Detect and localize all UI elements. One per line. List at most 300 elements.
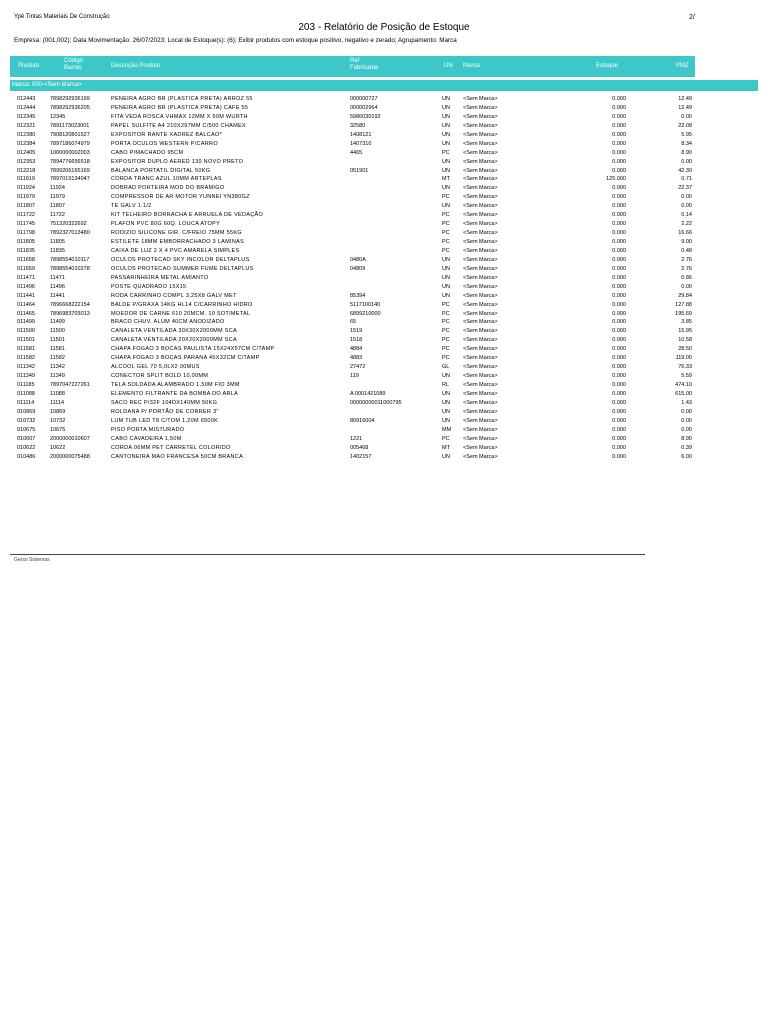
- cell-codigo: 11441: [50, 292, 65, 299]
- cell-estoque: 0.000: [612, 96, 626, 102]
- table-row: [0, 426, 768, 435]
- cell-un: UN: [442, 140, 450, 147]
- cell-descricao: CANALETA VENTILADA 20X20X2000MM SCA: [111, 337, 237, 344]
- cell-pmz: 0.00: [681, 158, 692, 165]
- cell-pmz: 0.00: [681, 194, 692, 201]
- cell-produto: 011499: [17, 319, 35, 326]
- cell-produto: 011835: [17, 247, 35, 254]
- cell-pmz: 2.76: [681, 256, 692, 263]
- cell-produto: 011441: [17, 292, 35, 299]
- col-codigo-l1: Código: [64, 58, 84, 64]
- cell-pmz: 15.95: [678, 328, 692, 335]
- cell-produto: 011464: [17, 301, 35, 308]
- cell-marca: <Sem Marca>: [463, 417, 498, 424]
- col-descricao: Descrição Produto: [111, 63, 161, 69]
- cell-codigo: 11835: [50, 247, 65, 254]
- cell-un: UN: [442, 203, 450, 210]
- cell-marca: <Sem Marca>: [463, 247, 498, 254]
- cell-descricao: MOEDOR DE CARNE 610 20MCM. 10 SOTIMETAL: [111, 310, 251, 317]
- cell-marca: <Sem Marca>: [463, 346, 498, 353]
- cell-ref: 1408121: [350, 131, 372, 138]
- cell-estoque: 0.000: [612, 256, 626, 263]
- cell-un: PC: [442, 212, 450, 219]
- table-row: [0, 336, 768, 345]
- cell-produto: 012218: [17, 167, 36, 174]
- table-row: [0, 220, 768, 229]
- cell-codigo: 7892327013480: [50, 230, 90, 237]
- cell-descricao: FITA VEDA ROSCA VHMAX 12MM X 50M WURTH: [111, 113, 248, 120]
- cell-produto: 011342: [17, 364, 35, 371]
- cell-un: UN: [442, 131, 450, 138]
- table-row: [0, 444, 768, 453]
- table-row: [0, 318, 768, 327]
- cell-un: MT: [442, 176, 450, 183]
- cell-codigo: 10732: [50, 417, 66, 424]
- cell-marca: <Sem Marca>: [463, 399, 498, 406]
- cell-estoque: 0.000: [612, 194, 626, 201]
- table-row: [0, 417, 768, 426]
- cell-ref: 1519: [350, 328, 363, 335]
- cell-descricao: CHAPA FOGAO 3 BOCAS PARANA 45X32CM C/TAMP: [111, 355, 260, 362]
- cell-un: UN: [442, 292, 450, 299]
- cell-pmz: 127.88: [675, 301, 692, 308]
- cell-marca: <Sem Marca>: [463, 426, 498, 433]
- cell-descricao: BALDE P/GRAXA 14KG HL14 C/CARRINHO HIDRO: [111, 301, 253, 308]
- table-row: [0, 327, 768, 336]
- col-produto: Produto: [18, 63, 40, 69]
- cell-descricao: PISO PORTA MISTURADO: [111, 426, 185, 433]
- footer-text: Gerso Sistemas: [14, 557, 50, 563]
- table-row: [0, 301, 768, 310]
- cell-un: PC: [442, 346, 450, 353]
- table-row: [0, 113, 768, 122]
- cell-estoque: 0.000: [612, 310, 626, 317]
- cell-pmz: 195.69: [675, 310, 692, 317]
- cell-marca: <Sem Marca>: [463, 167, 498, 174]
- table-header: [10, 56, 695, 77]
- cell-codigo: 12345: [50, 113, 66, 120]
- cell-un: UN: [442, 274, 450, 281]
- table-row: [0, 256, 768, 265]
- cell-estoque: 0.000: [612, 346, 626, 353]
- cell-produto: 012443: [17, 96, 36, 102]
- cell-produto: 010732: [17, 417, 36, 424]
- cell-descricao: ROLDANA P/ PORTÃO DE CORRER 3": [111, 408, 219, 415]
- cell-ref: 5986030192: [350, 113, 381, 120]
- cell-marca: <Sem Marca>: [463, 265, 498, 272]
- cell-codigo: 11979: [50, 194, 65, 201]
- cell-un: UN: [442, 265, 450, 272]
- cell-ref: 005468: [350, 444, 369, 451]
- cell-un: UN: [442, 373, 450, 380]
- cell-ref: 4465: [350, 149, 363, 156]
- cell-ref: 1221: [350, 435, 363, 442]
- cell-un: UN: [442, 283, 450, 290]
- cell-marca: <Sem Marca>: [463, 390, 498, 397]
- cell-codigo: 7899206165169: [50, 167, 90, 174]
- cell-marca: <Sem Marca>: [463, 221, 498, 228]
- cell-estoque: 0.000: [612, 230, 626, 237]
- cell-marca: <Sem Marca>: [463, 158, 498, 165]
- cell-ref: 4883: [350, 355, 363, 362]
- cell-ref: 119: [350, 373, 359, 380]
- cell-un: PC: [442, 194, 450, 201]
- cell-descricao: TELA SOLDADA ALAMBRADO 1,50M FIO 3MM: [111, 382, 240, 388]
- cell-ref: 85394: [350, 292, 366, 299]
- cell-pmz: 474.10: [675, 382, 692, 388]
- cell-produto: 012345: [17, 113, 36, 120]
- cell-pmz: 10.58: [678, 337, 692, 344]
- table-row: [0, 238, 768, 247]
- cell-un: PC: [442, 355, 450, 362]
- table-row: [0, 104, 768, 113]
- table-row: [0, 310, 768, 319]
- cell-pmz: 0.00: [681, 417, 692, 424]
- cell-descricao: POSTE QUADRADO 15X15: [111, 283, 187, 290]
- cell-un: UN: [442, 167, 450, 174]
- cell-produto: 010622: [17, 444, 36, 451]
- cell-un: UN: [442, 113, 450, 120]
- table-row: [0, 202, 768, 211]
- cell-marca: <Sem Marca>: [463, 104, 498, 111]
- cell-pmz: 28.50: [678, 346, 692, 353]
- cell-estoque: 0.000: [612, 274, 626, 281]
- cell-marca: <Sem Marca>: [463, 435, 498, 442]
- cell-produto: 011185: [17, 382, 35, 388]
- cell-estoque: 0.000: [612, 453, 626, 460]
- cell-marca: <Sem Marca>: [463, 212, 498, 219]
- table-row: [0, 95, 768, 104]
- cell-marca: <Sem Marca>: [463, 203, 498, 210]
- cell-descricao: OCULOS PROTECAO SKY INCOLOR DELTAPLUS: [111, 256, 250, 263]
- cell-marca: <Sem Marca>: [463, 301, 498, 308]
- cell-codigo: 11349: [50, 373, 65, 380]
- cell-un: UN: [442, 408, 450, 415]
- cell-marca: <Sem Marca>: [463, 122, 498, 129]
- cell-descricao: CABO P/MACHADO 95CM: [111, 149, 184, 156]
- cell-descricao: PAPEL SULFITE A4 210X297MM C/500 CHAMEX: [111, 122, 246, 129]
- col-codigo-l2: Barras: [64, 65, 82, 71]
- cell-produto: 011807: [17, 203, 35, 210]
- table-row: [0, 175, 768, 184]
- company-name: Ypê Tintas Materiais De Construção: [14, 14, 110, 20]
- cell-estoque: 0.000: [612, 167, 626, 174]
- cell-produto: 012444: [17, 104, 36, 111]
- cell-pmz: 0.48: [681, 247, 692, 254]
- cell-ref: 6899210000: [350, 310, 381, 317]
- cell-produto: 011919: [17, 176, 35, 183]
- cell-produto: 011745: [17, 221, 35, 228]
- cell-marca: <Sem Marca>: [463, 283, 498, 290]
- cell-pmz: 12.49: [678, 104, 692, 111]
- table-row: [0, 408, 768, 417]
- cell-descricao: COMPRESSOR DE AR MOTOR YUNNEI YN380GZ: [111, 194, 250, 201]
- cell-ref: 27472: [350, 364, 366, 371]
- cell-estoque: 0.000: [612, 292, 626, 299]
- cell-marca: <Sem Marca>: [463, 176, 498, 183]
- cell-estoque: 0.000: [612, 319, 626, 326]
- cell-descricao: EXPOSITOR RANTE XADREZ BALCAO*: [111, 131, 222, 138]
- cell-marca: <Sem Marca>: [463, 185, 498, 192]
- cell-pmz: 0.86: [681, 274, 692, 281]
- cell-produto: 011471: [17, 274, 35, 281]
- cell-un: UN: [442, 185, 450, 192]
- table-row: [0, 292, 768, 301]
- table-row: [0, 247, 768, 256]
- cell-estoque: 0.000: [612, 355, 626, 362]
- cell-un: PC: [442, 310, 450, 317]
- cell-marca: <Sem Marca>: [463, 355, 498, 362]
- cell-descricao: CORDA TRANC AZUL 10MM ARTEPLAS: [111, 176, 222, 183]
- cell-pmz: 22.08: [678, 122, 692, 129]
- cell-produto: 012380: [17, 131, 36, 138]
- cell-estoque: 0.000: [612, 399, 626, 406]
- table-row: [0, 184, 768, 193]
- cell-estoque: 0.000: [612, 301, 626, 308]
- cell-marca: <Sem Marca>: [463, 274, 498, 281]
- cell-produto: 012321: [17, 122, 36, 129]
- cell-descricao: OCULOS PROTECAO SUMMER FUME DELTAPLUS: [111, 265, 254, 272]
- cell-pmz: 0.14: [681, 212, 692, 219]
- cell-codigo: 11807: [50, 203, 65, 210]
- cell-produto: 011979: [17, 194, 35, 201]
- cell-codigo: 7898292936199: [50, 96, 90, 102]
- cell-un: PC: [442, 301, 450, 308]
- cell-pmz: 0.00: [681, 426, 692, 433]
- cell-marca: <Sem Marca>: [463, 149, 498, 156]
- table-row: [0, 274, 768, 283]
- col-pmz: PMZ: [676, 63, 689, 69]
- cell-codigo: 11501: [50, 337, 65, 344]
- cell-codigo: 11088: [50, 390, 65, 397]
- cell-estoque: 0.000: [612, 373, 626, 380]
- table-row: [0, 122, 768, 131]
- cell-ref: 04809: [350, 265, 366, 272]
- cell-estoque: 0.000: [612, 444, 626, 451]
- cell-codigo: 11500: [50, 328, 65, 335]
- cell-produto: 011501: [17, 337, 35, 344]
- table-row: [0, 435, 768, 444]
- cell-descricao: KIT TELHEIRO BORRACHA E ARRUELA DE VEDAÇÃO: [111, 212, 264, 219]
- cell-estoque: 0.000: [612, 203, 626, 210]
- cell-codigo: 7908120801527: [50, 131, 90, 138]
- cell-marca: <Sem Marca>: [463, 131, 498, 138]
- cell-marca: <Sem Marca>: [463, 382, 498, 388]
- cell-codigo: 11342: [50, 364, 65, 371]
- cell-descricao: PLAFON PVC 80G 60Q. LOUCA ATOPY: [111, 221, 221, 228]
- cell-un: UN: [442, 104, 450, 111]
- cell-produto: 011581: [17, 346, 35, 353]
- table-row: [0, 229, 768, 238]
- cell-estoque: 0.000: [612, 113, 626, 120]
- cell-produto: 011114: [17, 399, 35, 406]
- cell-estoque: 0.000: [612, 239, 626, 245]
- table-row: [0, 167, 768, 176]
- cell-estoque: 0.000: [612, 158, 626, 165]
- cell-marca: <Sem Marca>: [463, 310, 498, 317]
- table-row: [0, 372, 768, 381]
- cell-un: MM: [442, 426, 452, 433]
- cell-estoque: 0.000: [612, 185, 626, 192]
- col-marca: Marca: [463, 63, 480, 69]
- cell-produto: 011500: [17, 328, 35, 335]
- cell-un: PC: [442, 221, 450, 228]
- cell-pmz: 0.00: [681, 113, 692, 120]
- col-estoque: Estoque: [596, 63, 619, 69]
- cell-un: UN: [442, 96, 450, 102]
- cell-codigo: 2000000010607: [50, 435, 90, 442]
- cell-marca: <Sem Marca>: [463, 256, 498, 263]
- cell-descricao: PORTA OCULOS WESTERN P/CARRO: [111, 140, 218, 147]
- cell-pmz: 9.00: [681, 239, 692, 245]
- cell-pmz: 1.43: [681, 399, 692, 406]
- cell-pmz: 42.30: [678, 167, 692, 174]
- cell-ref: 000002964: [350, 104, 378, 111]
- cell-descricao: ESTILETE 18MM EMBORRACHADO 3 LAMINAS: [111, 239, 245, 245]
- cell-un: UN: [442, 158, 450, 165]
- cell-pmz: 8.90: [681, 435, 692, 442]
- cell-produto: 011659: [17, 265, 35, 272]
- cell-pmz: 0.00: [681, 203, 692, 210]
- cell-estoque: 0.000: [612, 122, 626, 129]
- cell-ref: A 0001421089: [350, 390, 386, 397]
- table-row: [0, 265, 768, 274]
- cell-descricao: SACO REC P/32F 104DX140MM 50KG: [111, 399, 218, 406]
- cell-marca: <Sem Marca>: [463, 292, 498, 299]
- cell-produto: 012353: [17, 158, 36, 165]
- cell-codigo: 11805: [50, 239, 65, 245]
- cell-codigo: 7896983703013: [50, 310, 90, 317]
- cell-marca: <Sem Marca>: [463, 364, 498, 371]
- cell-descricao: EXPOSITOR DUPLO AERED 130 NOVO PRETO: [111, 158, 244, 165]
- cell-pmz: 2.22: [681, 221, 692, 228]
- cell-marca: <Sem Marca>: [463, 96, 498, 102]
- cell-un: PC: [442, 239, 450, 245]
- cell-codigo: 7898292936205: [50, 104, 90, 111]
- cell-marca: <Sem Marca>: [463, 113, 498, 120]
- cell-descricao: CONECTOR SPLIT BOLD 10,00MM: [111, 373, 209, 380]
- cell-un: UN: [442, 399, 450, 406]
- table-row: [0, 149, 768, 158]
- cell-un: UN: [442, 122, 450, 129]
- cell-un: MT: [442, 444, 450, 451]
- cell-ref: 1518: [350, 337, 363, 344]
- cell-produto: 010869: [17, 408, 36, 415]
- cell-produto: 011349: [17, 373, 35, 380]
- table-row: [0, 345, 768, 354]
- cell-marca: <Sem Marca>: [463, 140, 498, 147]
- cell-un: GL: [442, 364, 450, 371]
- cell-descricao: LUM TUB LED T8 C/TOM 1,20M 6500K: [111, 417, 219, 424]
- table-row: [0, 158, 768, 167]
- group-label: Marca: 000-<Sem Marca>: [12, 82, 82, 88]
- cell-descricao: RODA CARRINHO COMPL 3,25X8 GALV MET: [111, 292, 237, 299]
- cell-codigo: 751320322692: [50, 221, 87, 228]
- cell-estoque: 0.000: [612, 212, 626, 219]
- cell-estoque: 0.000: [612, 328, 626, 335]
- cell-descricao: PASSARINHEIRA METAL AMIANTO: [111, 274, 209, 281]
- cell-un: PC: [442, 328, 450, 335]
- cell-ref: 000000727: [350, 96, 378, 102]
- col-ref-l1: Ref.: [350, 58, 362, 64]
- cell-produto: 010486: [17, 453, 36, 460]
- cell-estoque: 0.000: [612, 140, 626, 147]
- cell-estoque: 125.000: [606, 176, 626, 183]
- cell-un: PC: [442, 149, 450, 156]
- cell-marca: <Sem Marca>: [463, 230, 498, 237]
- cell-un: UN: [442, 256, 450, 263]
- cell-codigo: 7894776656518: [50, 158, 90, 165]
- cell-descricao: CABO CAVADEIRA 1,50M: [111, 435, 182, 442]
- cell-estoque: 0.000: [612, 364, 626, 371]
- group-header: [10, 80, 758, 91]
- cell-produto: 011924: [17, 185, 35, 192]
- cell-codigo: 7897019134047: [50, 176, 90, 183]
- cell-produto: 011722: [17, 212, 35, 219]
- table-row: [0, 381, 768, 390]
- cell-estoque: 0.000: [612, 382, 626, 388]
- table-row: [0, 193, 768, 202]
- table-body: [0, 95, 768, 461]
- cell-descricao: PENEIRA AGRO BR (PLASTICA PRETA) ARROZ 55: [111, 96, 253, 102]
- cell-pmz: 119.00: [675, 355, 692, 362]
- cell-ref: 00000000011000795: [350, 399, 402, 406]
- cell-pmz: 0.39: [681, 444, 692, 451]
- cell-un: PC: [442, 435, 450, 442]
- cell-estoque: 0.000: [612, 283, 626, 290]
- cell-ref: 32580: [350, 122, 366, 129]
- cell-marca: <Sem Marca>: [463, 453, 498, 460]
- cell-marca: <Sem Marca>: [463, 408, 498, 415]
- page-number: 2/: [689, 14, 695, 21]
- cell-pmz: 76.33: [678, 364, 692, 371]
- footer-divider: [10, 554, 645, 555]
- cell-codigo: 7896668222154: [50, 301, 90, 308]
- cell-descricao: CHAPA FOGAO 3 BOCAS PAULISTA 15X24X57CM C/TAMP: [111, 346, 275, 353]
- cell-ref: 80916004: [350, 417, 375, 424]
- cell-codigo: 7897047227261: [50, 382, 90, 388]
- cell-codigo: 7898554010117: [50, 256, 90, 263]
- cell-codigo: 2000000075488: [50, 453, 90, 460]
- table-row: [0, 363, 768, 372]
- cell-un: PC: [442, 230, 450, 237]
- cell-pmz: 5.59: [681, 373, 692, 380]
- cell-codigo: 11471: [50, 274, 65, 281]
- cell-pmz: 6.00: [681, 453, 692, 460]
- cell-produto: 011465: [17, 310, 35, 317]
- cell-marca: <Sem Marca>: [463, 444, 498, 451]
- cell-estoque: 0.000: [612, 435, 626, 442]
- cell-marca: <Sem Marca>: [463, 373, 498, 380]
- cell-descricao: ALCOOL GEL 70 5,0LX2 00MUS: [111, 364, 200, 371]
- cell-ref: 1407310: [350, 140, 372, 147]
- cell-estoque: 0.000: [612, 104, 626, 111]
- cell-ref: 051901: [350, 167, 369, 174]
- table-row: [0, 131, 768, 140]
- cell-pmz: 8.34: [681, 140, 692, 147]
- cell-produto: 011582: [17, 355, 35, 362]
- cell-estoque: 0.000: [612, 131, 626, 138]
- cell-codigo: 11496: [50, 283, 65, 290]
- cell-codigo: 11722: [50, 212, 65, 219]
- col-ref-l2: Fabricante: [350, 65, 379, 71]
- cell-codigo: 7891173023001: [50, 122, 90, 129]
- cell-codigo: 10869: [50, 408, 66, 415]
- cell-descricao: DOBRAD PORTEIRA MOD DO BRAMIGO: [111, 185, 225, 192]
- cell-codigo: 10675: [50, 426, 66, 433]
- cell-codigo: 7897186074979: [50, 140, 90, 147]
- table-row: [0, 453, 768, 462]
